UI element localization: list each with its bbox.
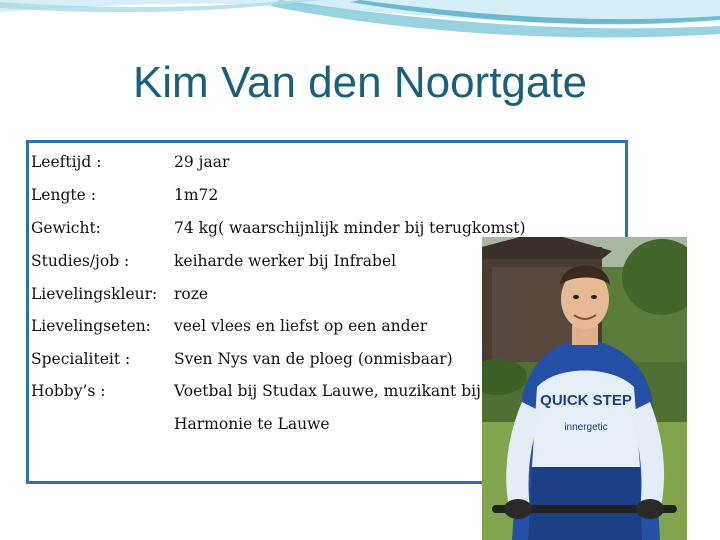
- row-value: roze: [174, 285, 209, 303]
- row-label: Lievelingseten:: [31, 317, 151, 335]
- row-value: Harmonie te Lauwe: [174, 415, 330, 433]
- row-value: Sven Nys van de ploeg (onmisbaar): [174, 350, 453, 368]
- header-waves: [0, 0, 720, 60]
- jersey-text: QUICK STEP: [540, 392, 632, 409]
- row-label: Leeftijd :: [31, 153, 102, 171]
- row-value: keiharde werker bij Infrabel: [174, 252, 397, 270]
- slide-title: Kim Van den Noortgate: [132, 58, 588, 107]
- row-value: veel vlees en liefst op een ander: [174, 317, 428, 335]
- row-label: Studies/job :: [31, 252, 130, 270]
- row-label: Lievelingskleur:: [31, 285, 158, 303]
- cyclist-photo: [482, 237, 687, 540]
- row-label: Lengte :: [31, 186, 96, 204]
- row-label: Gewicht:: [31, 219, 101, 237]
- row-label: Specialiteit :: [31, 350, 131, 368]
- row-value: 1m72: [174, 186, 219, 204]
- row-value: 74 kg( waarschijnlijk minder bij terugkomst): [174, 219, 526, 237]
- jersey-subtext: innergetic: [564, 422, 608, 433]
- row-label: Hobby’s :: [31, 382, 106, 400]
- row-value: 29 jaar: [174, 153, 230, 171]
- row-value: Voetbal bij Studax Lauwe, muzikant bij: [174, 382, 481, 400]
